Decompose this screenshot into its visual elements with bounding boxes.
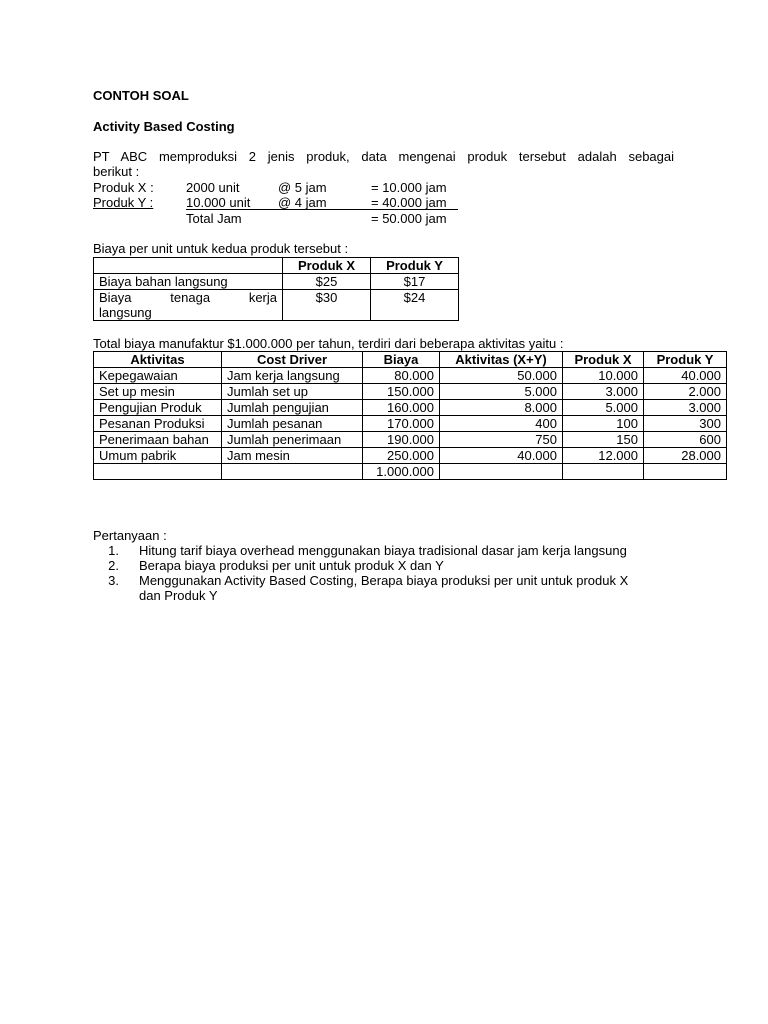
activity-name: Kepegawaian xyxy=(94,368,222,384)
activity-cost: 190.000 xyxy=(363,432,440,448)
production-row-y-label-text: Produk Y : xyxy=(93,195,154,210)
unit-cost-header-x: Produk X xyxy=(283,258,371,274)
unit-cost-header-row xyxy=(94,258,459,274)
activity-cost: 250.000 xyxy=(363,448,440,464)
activities-total-row xyxy=(94,464,727,480)
intro-line-1: PT ABC memproduksi 2 jenis produk, data mengenai produk tersebut adalah sebagai xyxy=(93,149,674,164)
activity-driver: Jam mesin xyxy=(222,448,363,464)
table-row xyxy=(94,400,727,416)
activities-header-activity: Aktivitas xyxy=(94,352,222,368)
activities-header-y: Produk Y xyxy=(644,352,727,368)
activities-total-blank xyxy=(644,464,727,480)
activity-cost: 80.000 xyxy=(363,368,440,384)
activity-driver: Jam kerja langsung xyxy=(222,368,363,384)
activity-name: Umum pabrik xyxy=(94,448,222,464)
activity-driver: Jumlah pesanan xyxy=(222,416,363,432)
activity-driver: Jumlah set up xyxy=(222,384,363,400)
activities-header-driver: Cost Driver xyxy=(222,352,363,368)
production-row-x-label: Produk X : xyxy=(93,180,154,195)
activity-y: 28.000 xyxy=(644,448,727,464)
production-total-label: Total Jam xyxy=(186,211,242,226)
activity-name: Set up mesin xyxy=(94,384,222,400)
table-row xyxy=(94,290,459,321)
activity-total: 400 xyxy=(440,416,563,432)
table-row xyxy=(94,416,727,432)
unit-cost-y: $17 xyxy=(371,274,459,290)
intro-line-2: berikut : xyxy=(93,164,140,179)
production-row-x-rate: @ 5 jam xyxy=(278,180,327,195)
production-row-x-units: 2000 unit xyxy=(186,180,240,195)
activities-total-blank xyxy=(440,464,563,480)
question-text-continuation: dan Produk Y xyxy=(139,588,218,603)
production-total-rule xyxy=(186,209,458,210)
document-heading: CONTOH SOAL xyxy=(93,88,189,103)
table-row xyxy=(94,274,459,290)
activity-total: 8.000 xyxy=(440,400,563,416)
unit-cost-y: $24 xyxy=(371,290,459,321)
activities-body xyxy=(94,368,727,480)
production-total-value: = 50.000 jam xyxy=(371,211,447,226)
table-row xyxy=(94,432,727,448)
activity-y: 40.000 xyxy=(644,368,727,384)
activity-name: Pesanan Produksi xyxy=(94,416,222,432)
unit-cost-x: $30 xyxy=(283,290,371,321)
table-row xyxy=(94,368,727,384)
unit-cost-label-line-1: Biaya tenaga kerja xyxy=(99,290,277,305)
unit-cost-header-y: Produk Y xyxy=(371,258,459,274)
production-row-x-total: = 10.000 jam xyxy=(371,180,447,195)
activities-header-x: Produk X xyxy=(563,352,644,368)
activity-total: 40.000 xyxy=(440,448,563,464)
activities-table xyxy=(93,351,727,480)
unit-cost-header-blank xyxy=(94,258,283,274)
table-row xyxy=(94,384,727,400)
activity-y: 300 xyxy=(644,416,727,432)
unit-cost-x: $25 xyxy=(283,274,371,290)
activities-total-blank xyxy=(222,464,363,480)
activity-cost: 160.000 xyxy=(363,400,440,416)
production-row-y-rate: @ 4 jam xyxy=(278,195,327,210)
activity-y: 2.000 xyxy=(644,384,727,400)
question-number: 3. xyxy=(108,573,119,588)
question-text: Menggunakan Activity Based Costing, Berapa biaya produksi per unit untuk produk X xyxy=(139,573,629,588)
activity-driver: Jumlah pengujian xyxy=(222,400,363,416)
activity-y: 600 xyxy=(644,432,727,448)
questions-caption: Pertanyaan : xyxy=(93,528,167,543)
activity-cost: 170.000 xyxy=(363,416,440,432)
production-row-y-label xyxy=(93,195,153,210)
activity-total: 5.000 xyxy=(440,384,563,400)
unit-cost-table xyxy=(93,257,459,321)
activity-x: 3.000 xyxy=(563,384,644,400)
unit-cost-label: Biaya bahan langsung xyxy=(94,274,283,290)
question-number: 1. xyxy=(108,543,119,558)
activity-cost: 150.000 xyxy=(363,384,440,400)
activity-total: 750 xyxy=(440,432,563,448)
question-number: 2. xyxy=(108,558,119,573)
activities-header-cost: Biaya xyxy=(363,352,440,368)
activity-x: 5.000 xyxy=(563,400,644,416)
activities-header-row xyxy=(94,352,727,368)
production-row-y-units: 10.000 unit xyxy=(186,195,251,210)
activities-caption: Total biaya manufaktur $1.000.000 per tahun, terdiri dari beberapa aktivitas yaitu : xyxy=(93,336,564,351)
activity-x: 12.000 xyxy=(563,448,644,464)
activity-name: Pengujian Produk xyxy=(94,400,222,416)
table-row xyxy=(94,448,727,464)
activities-header-total: Aktivitas (X+Y) xyxy=(440,352,563,368)
unit-cost-label-line-2: langsung xyxy=(99,305,152,320)
activity-x: 10.000 xyxy=(563,368,644,384)
activity-y: 3.000 xyxy=(644,400,727,416)
unit-cost-caption: Biaya per unit untuk kedua produk tersebut : xyxy=(93,241,349,256)
activities-total-blank xyxy=(563,464,644,480)
question-text: Berapa biaya produksi per unit untuk produk X dan Y xyxy=(139,558,444,573)
questions-list xyxy=(93,543,693,607)
document-subheading: Activity Based Costing xyxy=(93,119,235,134)
unit-cost-label xyxy=(94,290,283,321)
production-row-y-total: = 40.000 jam xyxy=(371,195,447,210)
activity-x: 100 xyxy=(563,416,644,432)
activity-driver: Jumlah penerimaan xyxy=(222,432,363,448)
activity-x: 150 xyxy=(563,432,644,448)
question-text: Hitung tarif biaya overhead menggunakan biaya tradisional dasar jam kerja langsung xyxy=(139,543,627,558)
activities-total-blank xyxy=(94,464,222,480)
activity-total: 50.000 xyxy=(440,368,563,384)
activity-name: Penerimaan bahan xyxy=(94,432,222,448)
activities-total-cost: 1.000.000 xyxy=(363,464,440,480)
